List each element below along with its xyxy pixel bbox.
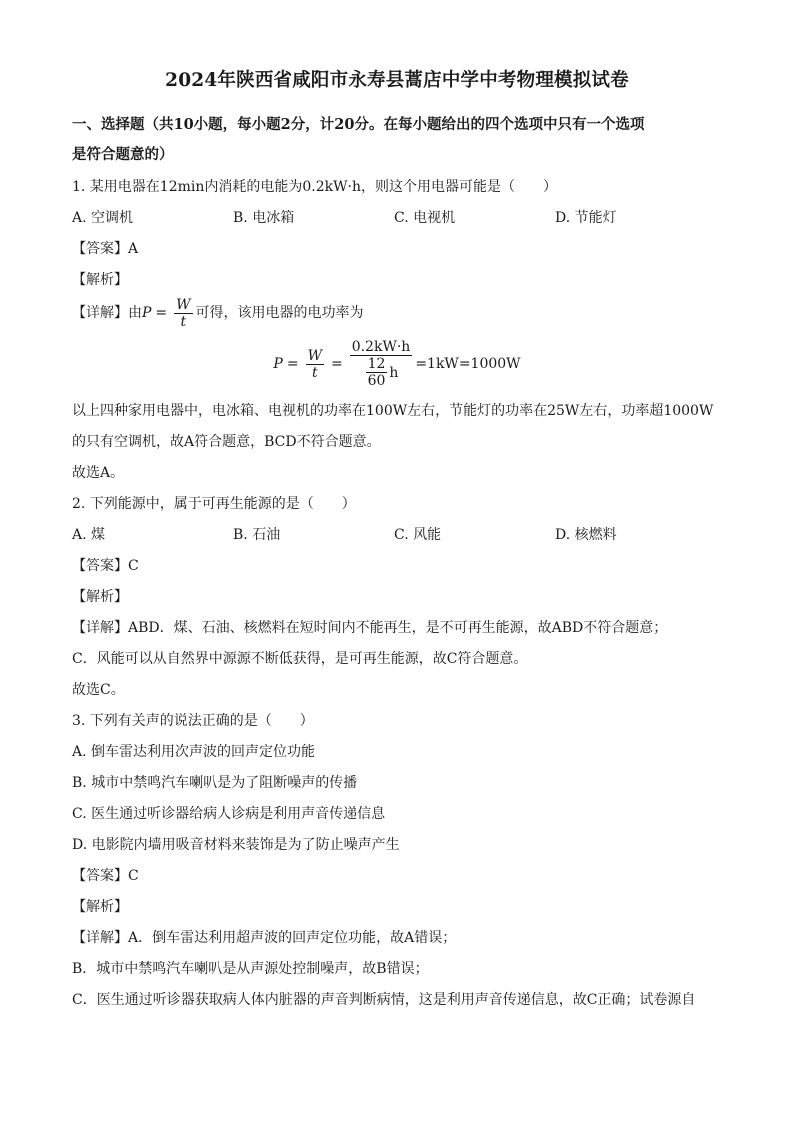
calc-time-num: 12 xyxy=(367,356,386,372)
calc-w: W xyxy=(307,347,322,364)
q3-option-d: D. 电影院内墙用吸音材料来装饰是为了防止噪声产生 xyxy=(72,837,400,853)
section-heading xyxy=(72,110,722,170)
calc-time xyxy=(362,356,401,389)
q2-stem: 2. 下列能源中，属于可再生能源的是（ ） xyxy=(72,496,356,512)
q1-stem: 1. 某用电器在12min内消耗的电能为0.2kW·h，则这个用电器可能是（ ） xyxy=(72,179,557,195)
q3-option-a: A. 倒车雷达利用次声波的回声定位功能 xyxy=(72,744,316,760)
calc-energy: 0.2kW·h xyxy=(351,339,411,355)
q3-answer: 【答案】C xyxy=(72,868,139,884)
calc-eq1: = xyxy=(286,356,299,372)
inline-power-formula xyxy=(142,297,196,330)
q1-option-c: C. 电视机 xyxy=(394,210,456,226)
section-heading-line2: 是符合题意的） xyxy=(72,146,174,163)
calc-w-over-t xyxy=(306,348,324,381)
q3-detail-1: 【详解】A．倒车雷达利用超声波的回声定位功能，故A错误； xyxy=(72,930,457,946)
calc-p: P xyxy=(273,356,283,372)
formula-w: W xyxy=(176,296,191,313)
q2-analysis-label: 【解析】 xyxy=(72,589,128,605)
q2-detail-1: 【详解】ABD．煤、石油、核燃料在短时间内不能再生，是不可再生能源，故ABD不符合题意； xyxy=(72,620,668,636)
calc-t: t xyxy=(311,364,318,381)
page-title: 2024年陕西省咸阳市永寿县蒿店中学中考物理模拟试卷 xyxy=(165,70,629,91)
q2-option-d: D. 核燃料 xyxy=(555,527,617,543)
q2-conclusion: 故选C。 xyxy=(72,682,125,698)
q3-detail-3: C．医生通过听诊器获取病人体内脏器的声音判断病情，这是利用声音传递信息，故C正确；试卷源自 xyxy=(72,992,696,1008)
calc-time-unit: h xyxy=(389,364,399,381)
q2-options xyxy=(72,520,722,551)
q2-option-a: A. 煤 xyxy=(72,527,106,543)
q3-detail-2: B．城市中禁鸣汽车喇叭是从声源处控制噪声，故B错误； xyxy=(72,961,429,977)
formula-t: t xyxy=(180,313,187,330)
section-heading-line1: 一、选择题（共10小题，每小题2分，计20分。在每小题给出的四个选项中只有一个选项 xyxy=(72,116,645,133)
q3-option-c: C. 医生通过听诊器给病人诊病是利用声音传递信息 xyxy=(72,806,386,822)
q2-detail-2: C．风能可以从自然界中源源不断低获得，是可再生能源，故C符合题意。 xyxy=(72,651,528,667)
q1-explain-1: 以上四种家用电器中，电冰箱、电视机的功率在100W左右，节能灯的功率在25W左右，功率超1000W xyxy=(72,403,714,419)
q1-detail xyxy=(72,296,722,330)
calc-time-den: 60 xyxy=(367,373,386,389)
calc-time-fraction xyxy=(366,356,388,389)
calc-result: =1kW=1000W xyxy=(415,356,521,372)
calc-energy-over-time xyxy=(350,339,413,389)
q1-option-d: D. 节能灯 xyxy=(555,210,617,226)
q1-analysis-label: 【解析】 xyxy=(72,272,128,288)
q1-conclusion: 故选A。 xyxy=(72,465,125,481)
q1-detail-suffix: 可得，该用电器的电功率为 xyxy=(195,304,364,321)
q1-detail-prefix: 【详解】由 xyxy=(72,304,142,321)
q1-option-b: B. 电冰箱 xyxy=(233,210,295,226)
q1-explain-2: 的只有空调机，故A符合题意，BCD不符合题意。 xyxy=(72,434,381,450)
q3-option-b: B. 城市中禁鸣汽车喇叭是为了阻断噪声的传播 xyxy=(72,775,358,791)
formula-p: P xyxy=(142,304,152,321)
q1-answer: 【答案】A xyxy=(72,241,139,257)
q1-options xyxy=(72,203,722,234)
q1-power-calculation xyxy=(72,336,722,392)
formula-fraction xyxy=(174,297,192,330)
q2-option-b: B. 石油 xyxy=(233,527,281,543)
formula-eq: = xyxy=(155,304,168,321)
q3-stem: 3. 下列有关声的说法正确的是（ ） xyxy=(72,713,314,729)
q1-option-a: A. 空调机 xyxy=(72,210,134,226)
q2-answer: 【答案】C xyxy=(72,558,139,574)
exam-page xyxy=(72,66,722,1016)
q2-option-c: C. 风能 xyxy=(394,527,442,543)
q3-analysis-label: 【解析】 xyxy=(72,899,128,915)
calc-eq2: = xyxy=(330,356,343,372)
